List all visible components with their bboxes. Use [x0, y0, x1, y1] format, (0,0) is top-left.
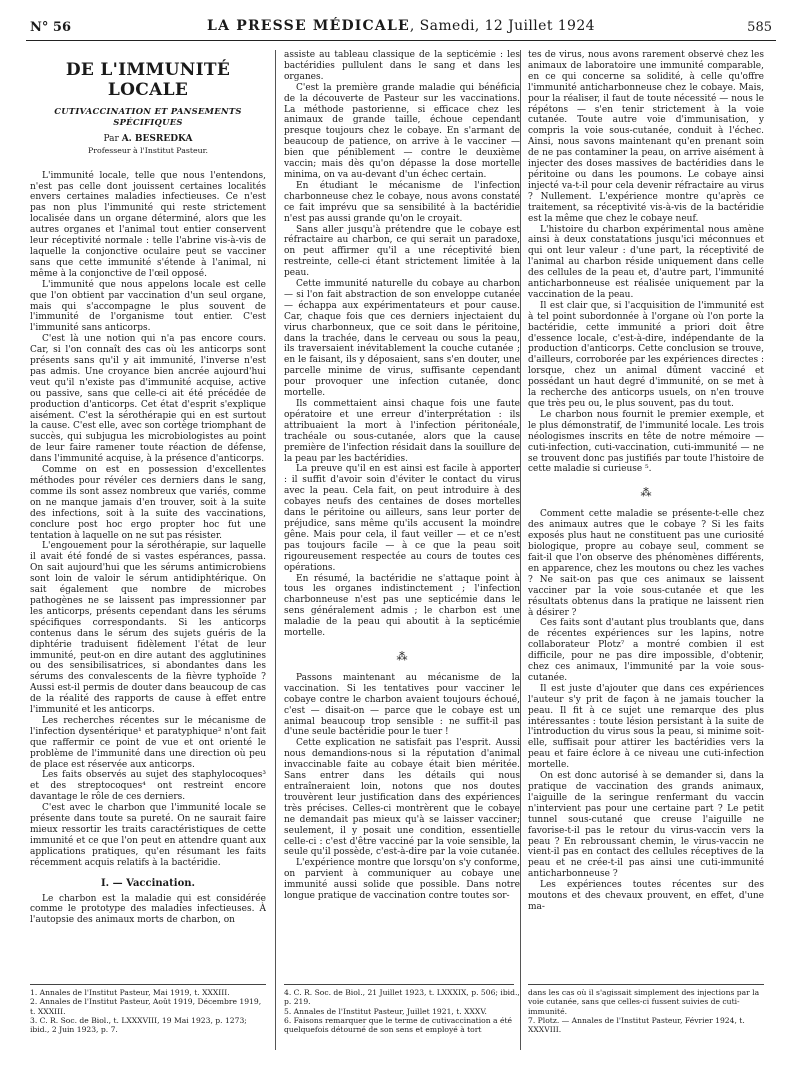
paragraph: Les faits observés au sujet des staphylocoques³ et des streptocoques⁴ ont restreint encore davantage le rôle de ces derniers. [30, 770, 266, 803]
author-title: Professeur à l'Institut Pasteur. [88, 145, 208, 155]
paragraph: Ces faits sont d'autant plus troublants que, dans de récentes expériences sur les lapins, notre collaborateur Plotz⁷ a montré combien il est difficile, pour ne pas dire impossible, d'obtenir, chez ces animaux, l'immunité par la voie sous-cutanée. [528, 618, 764, 683]
column-1 [30, 50, 266, 970]
paragraph: Le charbon est la maladie qui est considérée comme le prototype des maladies infectieuses. À l'autopsie des animaux morts de charbon, on [30, 893, 266, 926]
column-3 [528, 50, 764, 970]
masthead [26, 18, 776, 34]
footnote: 4. C. R. Soc. de Biol., 21 Juillet 1923, t. LXXXIX, p. 506; ibid., p. 219. [284, 988, 520, 1007]
footnote: 5. Annales de l'Institut Pasteur, Juillet 1921, t. XXXV. [284, 1006, 487, 1016]
article-title: DE L'IMMUNITÉ LOCALE [65, 60, 231, 100]
column-rule [520, 50, 521, 1050]
footnote: dans les cas où il s'agissait simplement des injections par la voie cutanée, sans que celles-ci fussent suivies de cuti-immunité. [528, 988, 760, 1016]
footnote: 3. C. R. Soc. de Biol., t. LXXXVIII, 19 Mai 1923, p. 1273; ibid., 2 Juin 1923, p. 7. [30, 1015, 247, 1035]
section-separator: ⁂ [396, 649, 408, 663]
paragraph: L'immunité locale, telle que nous l'entendons, n'est pas celle dont jouissent certaines localités envers certaines maladies infectieuses. Ce n'est pas non plus l'immunité qui reste strictement localisée dans un organe déterminé, alors que les autres organes et l'animal tout entier conservent leur réceptivité normale : telle l'abrine vis-à-vis de laquelle la conjonctive oculaire peut se vacciner sans que cette immunité s'étende à l'animal, ni même à la conjonctive de l'œil opposé. [30, 170, 266, 279]
author-prefix: Par [103, 133, 119, 144]
footnote: 7. Plotz. — Annales de l'Institut Pasteur, Février 1924, t. XXXVIII. [528, 1015, 745, 1035]
author-name: A. BESREDKA [121, 133, 193, 144]
article-subtitle: CUTIVACCINATION ET PANSEMENTS SPÉCIFIQUES [54, 106, 242, 127]
column-2 [284, 50, 520, 970]
paragraph: L'immunité que nous appelons locale est celle que l'on obtient par vaccination d'un seul organe, mais qui s'accompagne le plus souvent de l'immunité de l'organisme tout entier. C'est l'immunité sans anticorps. [30, 279, 266, 334]
page-header [26, 14, 776, 42]
paragraph: Passons maintenant au mécanisme de la vaccination. Si les tentatives pour vacciner le cobaye contre le charbon avaient toujours échoué, c'est — disait-on — parce que le cobaye est un animal beaucoup trop sensible : ne suffit-il pas d'une seule bactéridie pour le tuer ! [284, 672, 520, 738]
paragraph: Le charbon nous fournit le premier exemple, et le plus démonstratif, de l'immunité locale. Les trois néologismes inscrits en tête de notre mémoire — cuti-infection, cuti-vaccination, cuti-immunité — ne se trouvent donc pas justifiés par toute l'histoire de cette maladie si curieuse ⁵. [528, 409, 764, 475]
paragraph: C'est la première grande maladie qui bénéficia de la découverte de Pasteur sur les vaccinations. La méthode pastorienne, si efficace chez les animaux de grande taille, échoue cependant presque toujours chez le cobaye. En s'armant de beaucoup de patience, on arrive à le vacciner — bien que péniblement — contre le deuxième vaccin; mais dès qu'on dépasse la dose mortelle minima, on va au-devant d'un échec certain. [284, 82, 520, 180]
section-heading: I. — Vaccination. [100, 877, 195, 889]
paragraph: On est donc autorisé à se demander si, dans la pratique de vaccination des grands animaux, l'aiguille de la seringue renfermant du vaccin n'intervient pas pour une certaine part ? Le petit tunnel sous-cutané que creuse l'aiguille ne favorise-t-il pas le retour du virus-vaccin vers la peau ? En rebroussant chemin, le virus-vaccin ne vient-il pas en contact des cellules réceptives de la peau et ne crée-t-il pas ainsi une cuti-immunité anticharbonneuse ? [528, 771, 764, 880]
article-author [30, 134, 266, 145]
paragraph: C'est avec le charbon que l'immunité locale se présente dans toute sa pureté. On ne saurait faire mieux ressortir les traits caractéristiques de cette immunité et ce que l'on peut en attendre quant aux applications pratiques, qu'en résumant les faits récemment acquis relatifs à la bactéridie. [30, 803, 266, 868]
paragraph: La preuve qu'il en est ainsi est facile à apporter : il suffit d'avoir soin d'éviter le contact du virus avec la peau. Cela fait, on peut introduire à des cobayes neufs des centaines de doses mortelles dans le péritoine ou ailleurs, sans leur porter de préjudice, sans même qu'ils accusent la moindre gêne. Mais pour cela, il faut veiller — et ce n'est pas toujours facile — à ce que la peau soit rigoureusement respectée au cours de toutes ces opérations. [284, 464, 520, 573]
footnotes-column-3 [528, 988, 764, 1034]
paragraph: Sans aller jusqu'à prétendre que le cobaye est réfractaire au charbon, ce qui serait un paradoxe, on peut affirmer qu'il a une réceptivité bien restreinte, celle-ci étant strictement limitée à la peau. [284, 224, 520, 279]
section-separator: ⁂ [640, 486, 652, 500]
paragraph: L'expérience montre que lorsqu'on s'y conforme, on parvient à communiquer au cobaye une immunité aussi solide que possible. Dans notre longue pratique de vaccination contre toutes sor- [284, 858, 520, 902]
footnote-rule [528, 984, 764, 985]
journal-name: LA PRESSE MÉDICALE [207, 18, 410, 34]
footnotes-column-1 [30, 988, 266, 1034]
issue-number: N° 56 [30, 20, 71, 35]
paragraph: Les recherches récentes sur le mécanisme de l'infection dysentérique¹ et paratyphique² n'ont fait que raffermir ce point de vue et ont orienté le problème de l'immunité dans une direction où peu de place est réservée aux anticorps. [30, 715, 266, 770]
paragraph: Cette explication ne satisfait pas l'esprit. Aussi nous demandions-nous si la réputation d'animal invaccinable faite au cobaye était bien méritée. Sans entrer dans les détails qui nous entraîneraient loin, notons que nos doutes trouvèrent leur justification dans des expériences très précises. Celles-ci montrèrent que le cobaye ne demandait pas mieux qu'à se laisser vacciner; seulement, il y posait une condition, essentielle celle-ci : c'est d'être vacciné par la voie sensible, la seule qu'il possède, c'est-à-dire par la voie cutanée. [284, 738, 520, 858]
paragraph: Comme on est en possession d'excellentes méthodes pour révéler ces derniers dans le sang, comme ils sont assez nombreux que variés, comme on ne manque jamais d'en trouver, soit à la suite des infections, soit à la suite des vaccinations, conclure post hoc ergo propter hoc fut une tentation à laquelle on ne sut pas résister. [30, 465, 266, 541]
footnote: 6. Faisons remarquer que le terme de cutivaccination a été quelquefois détourné de son sens et employé à tort [284, 1015, 512, 1035]
paragraph: Comment cette maladie se présente-t-elle chez des animaux autres que le cobaye ? Si les faits exposés plus haut ne constituent pas une curiosité biologique, propre au cobaye seul, comment se fait-il que l'on observe des phénomènes différents, en apparence, chez les moutons ou chez les vaches ? Ne sait-on pas que ces animaux se laissent vacciner par la voie sous-cutanée et que les résultats obtenus dans la pratique ne laissent rien à désirer ? [528, 509, 764, 618]
issue-date: , Samedi, 12 Juillet 1924 [409, 18, 595, 34]
header-rule [26, 40, 776, 41]
footnote-rule [284, 984, 514, 985]
paragraph: assiste au tableau classique de la septicémie : les bactéridies pullulent dans le sang et dans les organes. [284, 50, 520, 82]
footnote-rule [30, 984, 266, 985]
paragraph: L'histoire du charbon expérimental nous amène ainsi à deux constatations jusqu'ici méconnues et qui ont leur valeur : d'une part, la réceptivité de l'animal au charbon réside uniquement dans celle des cellules de la peau et, d'autre part, l'immunité anticharbonneuse est réalisée uniquement par la vaccination de la peau. [528, 224, 764, 300]
paragraph: L'engouement pour la sérothérapie, sur laquelle il avait été fondé de si vastes espérances, passa. On sait aujourd'hui que les sérums antimicrobiens sont loin de valoir le sérum antidiphtérique. On sait également que nombre de microbes pathogènes ne se laissent pas impressionner par les anticorps, présents cependant dans les sérums spécifiques correspondants. Si les anticorps contenus dans le sérum des sujets guéris de la diphtérie traduisent fidèlement l'état de leur immunité, peut-on en dire autant des agglutinines ou des sensibilisatrices, si abondantes dans les sérums des convalescents de la fièvre typhoïde ? Aussi est-il permis de douter dans beaucoup de cas de la réalité des rapports de cause à effet entre l'immunité et les anticorps. [30, 541, 266, 716]
column-rule [275, 50, 276, 1050]
footnotes-column-2 [284, 988, 520, 1034]
paragraph: En résumé, la bactéridie ne s'attaque point à tous les organes indistinctement ; l'infection charbonneuse n'est pas une septicémie dans le sens généralement admis ; le charbon est une maladie de la peau qui aboutit à la septicémie mortelle. [284, 573, 520, 639]
paragraph: tes de virus, nous avons rarement observé chez les animaux de laboratoire une immunité comparable, en ce qui concerne sa solidité, à celle qu'offre l'immunité anticharbonneuse chez le cobaye. Mais, pour la réaliser, il faut de toute nécessité — nous le répétons — s'en tenir strictement à la voie cutanée. Toute autre voie d'immunisation, y compris la voie sous-cutanée, conduit à l'échec. Ainsi, nous savons maintenant qu'en prenant soin de ne pas contaminer la peau, on arrive aisément à injecter des doses massives de bactéridies dans le péritoine ou dans les poumons. Le cobaye ainsi injecté va-t-il pour cela devenir réfractaire au virus ? Nullement. L'expérience montre qu'après ce traitement, sa réceptivité vis-à-vis de la bactéridie est la même que chez le cobaye neuf. [528, 50, 764, 224]
paragraph: C'est là une notion qui n'a pas encore cours. Car, si l'on connaît des cas où les anticorps sont présents sans qu'il y ait immunité, l'inverse n'est pas admis. Une croyance bien ancrée aujourd'hui veut qu'il n'existe pas d'immunité acquise, active ou passive, sans que celle-ci ait été précédée de production d'anticorps. Cet état d'esprit s'explique aisément. C'est la sérothérapie qui en est surtout la cause. C'est elle, avec son cortège triomphant de succès, qui subjugua les microbiologistes au point de leur faire ramener toute réaction de défense, dans l'immunité acquise, à la présence d'anticorps. [30, 334, 266, 465]
paragraph: Il est clair que, si l'acquisition de l'immunité est à tel point subordonnée à l'organe où l'on porte la bactéridie, cette immunité a priori doit être d'essence locale, c'est-à-dire, indépendante de la production d'anticorps. Cette conclusion se trouve, d'ailleurs, corroborée par les expériences directes : lorsque, chez un animal dûment vacciné et possédant un haut degré d'immunité, on se met à la recherche des anticorps usuels, on n'en trouve que très peu ou, le plus souvent, pas du tout. [528, 300, 764, 409]
paragraph: Il est juste d'ajouter que dans ces expériences l'auteur s'y prit de façon à ne jamais toucher la peau. Il fit à ce sujet une remarque des plus intéressantes : toute lésion persistant à la suite de l'introduction du virus sous la peau, si minime soit-elle, suffisait pour attirer les bactéridies vers la peau et faire éclore à ce niveau une cuti-infection mortelle. [528, 683, 764, 771]
paragraph: Ils commettaient ainsi chaque fois une faute opératoire et une erreur d'interprétation : ils attribuaient la mort à l'infection péritonéale, trachéale ou sous-cutanée, alors que la cause première de l'infection résidait dans la souillure de la peau par les bactéridies. [284, 399, 520, 464]
paragraph: Les expériences toutes récentes sur des moutons et des chevaux prouvent, en effet, d'une ma- [528, 880, 764, 912]
paragraph: Cette immunité naturelle du cobaye au charbon — si l'on fait abstraction de son enveloppe cutanée — échappa aux expérimentateurs et pour cause. Car, chaque fois que ces derniers injectaient du virus charbonneux, que ce soit dans le péritoine, dans la trachée, dans le cerveau ou sous la peau, ils traversaient inévitablement la couche cutanée ; en le faisant, ils y déposaient, sans s'en douter, une parcelle minime de virus, suffisante cependant pour provoquer une infection cutanée, donc mortelle. [284, 279, 520, 399]
page-number: 585 [747, 20, 772, 35]
footnote: 1. Annales de l'Institut Pasteur, Mai 1919, t. XXXIII. [30, 988, 230, 997]
footnote: 2. Annales de l'Institut Pasteur, Août 1919, Décembre 1919, t. XXXIII. [30, 997, 262, 1016]
paragraph: En étudiant le mécanisme de l'infection charbonneuse chez le cobaye, nous avons constaté ce fait imprévu que sa sensibilité à la bactéridie n'est pas aussi grande qu'on le croyait. [284, 180, 520, 224]
